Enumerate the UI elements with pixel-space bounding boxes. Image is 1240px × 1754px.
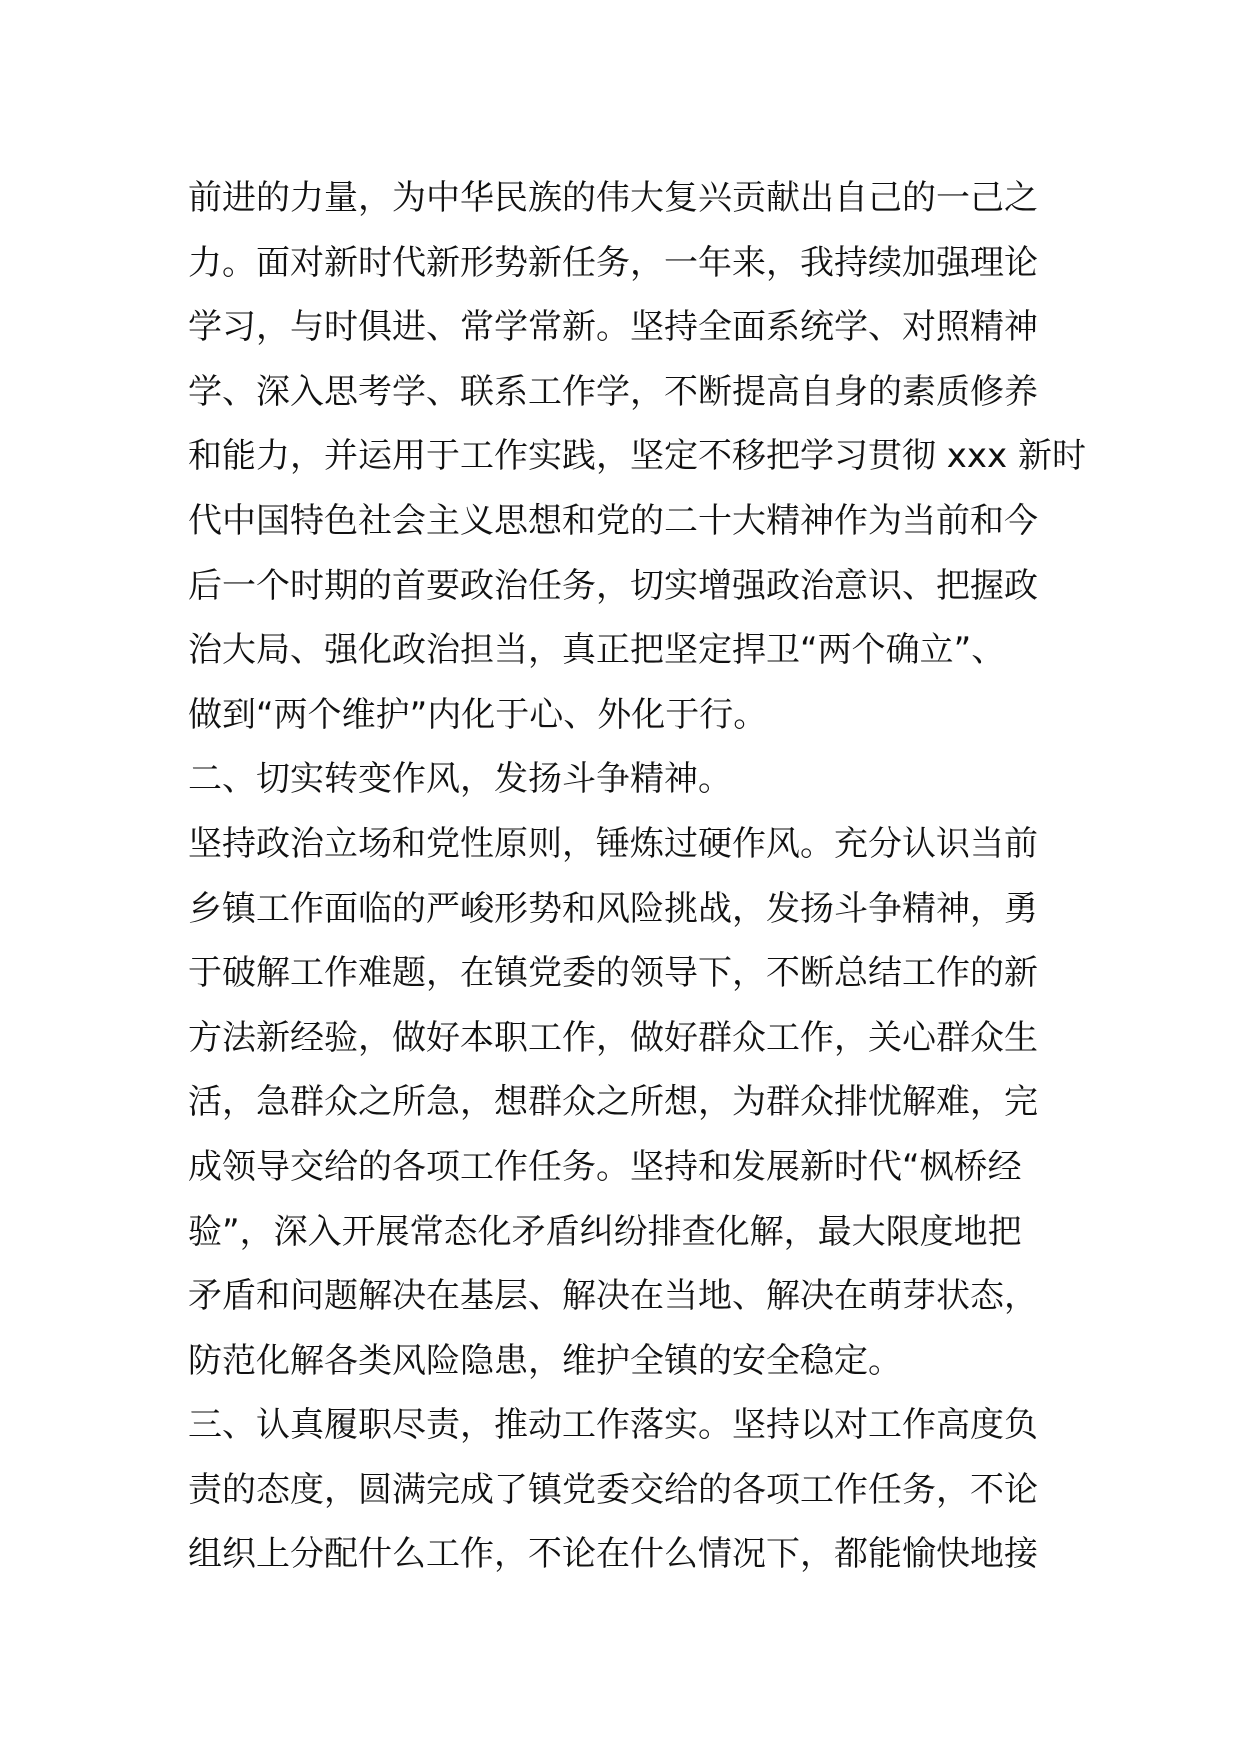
text-line: 后一个时期的首要政治任务，切实增强政治意识、把握政 [188, 565, 1038, 606]
body-text [188, 166, 1086, 1587]
text-line: 代中国特色社会主义思想和党的二十大精神作为当前和今 [188, 500, 1038, 541]
text-line: 学习，与时俱进、常学常新。坚持全面系统学、对照精神 [188, 307, 1038, 348]
text-line: 力。面对新时代新形势新任务，一年来，我持续加强理论 [188, 242, 1038, 283]
text-line: 治大局、强化政治担当，真正把坚定捍卫“两个确立”、 [188, 630, 1006, 671]
text-line: 活，急群众之所急，想群众之所想，为群众排忧解难，完 [188, 1082, 1038, 1123]
text-line: 乡镇工作面临的严峻形势和风险挑战，发扬斗争精神，勇 [188, 888, 1038, 929]
text-line: 于破解工作难题，在镇党委的领导下，不断总结工作的新 [188, 953, 1038, 994]
text-line: 和能力，并运用于工作实践，坚定不移把学习贯彻 xxx 新时 [188, 436, 1086, 477]
text-line: 矛盾和问题解决在基层、解决在当地、解决在萌芽状态， [188, 1276, 1038, 1317]
text-line: 验”，深入开展常态化矛盾纠纷排查化解，最大限度地把 [188, 1211, 1022, 1252]
text-line: 防范化解各类风险隐患，维护全镇的安全稳定。 [188, 1340, 902, 1381]
text-line: 前进的力量，为中华民族的伟大复兴贡献出自己的一己之 [188, 178, 1038, 218]
text-line: 方法新经验，做好本职工作，做好群众工作，关心群众生 [188, 1017, 1038, 1058]
section-heading-3: 三、认真履职尽责，推动工作落实。坚持以对工作高度负 [188, 1405, 1038, 1446]
text-line: 学、深入思考学、联系工作学，不断提高自身的素质修养 [188, 371, 1038, 412]
text-line: 坚持政治立场和党性原则，锤炼过硬作风。充分认识当前 [188, 823, 1038, 864]
text-line: 组织上分配什么工作，不论在什么情况下，都能愉快地接 [188, 1534, 1038, 1575]
section-heading-2: 二、切实转变作风，发扬斗争精神。 [188, 759, 732, 800]
text-line: 成领导交给的各项工作任务。坚持和发展新时代“枫桥经 [188, 1146, 1022, 1187]
text-line: 责的态度，圆满完成了镇党委交给的各项工作任务，不论 [188, 1469, 1038, 1510]
text-line: 做到“两个维护”内化于心、外化于行。 [188, 694, 768, 735]
